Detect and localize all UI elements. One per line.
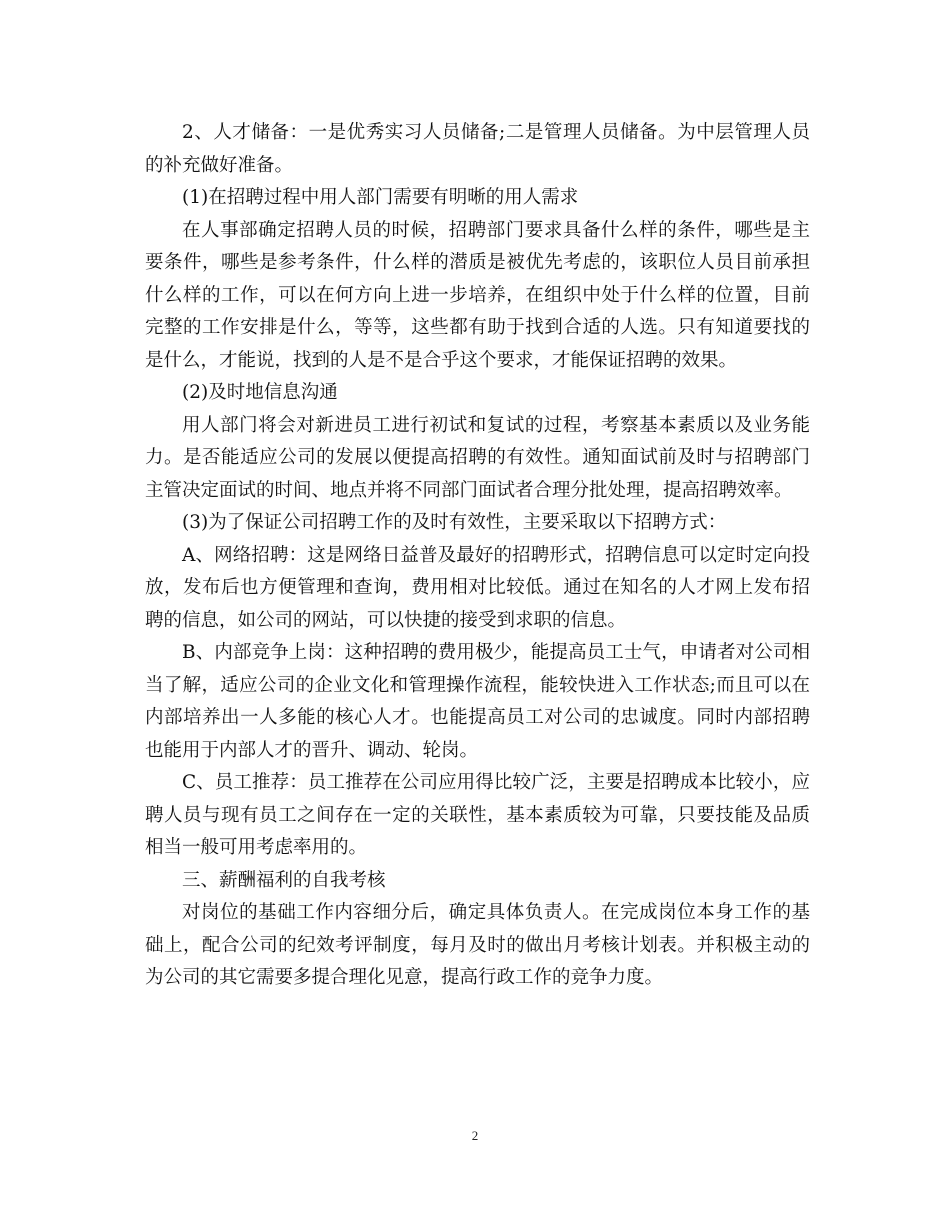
document-body: [145, 117, 810, 995]
paragraph-employee-referral: C、员工推荐：员工推荐在公司应用得比较广泛，主要是招聘成本比较小，应聘人员与现有员工之间存在一定的关联性，基本素质较为可靠，只要技能及品质相当一般可用考虑率用的。: [145, 772, 810, 858]
paragraph-section-heading-3: 三、薪酬福利的自我考核: [182, 869, 386, 891]
paragraph-heading-1: (1)在招聘过程中用人部门需要有明晰的用人需求: [182, 187, 579, 208]
paragraph-heading-3: (3)为了保证公司招聘工作的及时有效性，主要采取以下招聘方式：: [182, 512, 727, 533]
page-number: 2: [471, 1128, 479, 1143]
paragraph-heading-2: (2)及时地信息沟通: [182, 382, 338, 403]
paragraph-online-recruiting: A、网络招聘：这是网络日益普及最好的招聘形式，招聘信息可以定时定向投放，发布后也方便管理和查询，费用相对比较低。通过在知名的人才网上发布招聘的信息，如公司的网站，可以快捷的接受到求职的信息。: [145, 544, 810, 631]
paragraph-talent-reserve: 2、人才储备：一是优秀实习人员储备;二是管理人员储备。为中层管理人员的补充做好准备。: [145, 122, 810, 176]
paragraph-requirements: 在人事部确定招聘人员的时候，招聘部门要求具备什么样的条件，哪些是主要条件，哪些是参考条件，什么样的潜质是被优先考虑的，该职位人员目前承担什么样的工作，可以在何方向上进一步培养，在组织中处于什么样的位置，目前完整的工作安排是什么，等等，这些都有助于找到合适的人选。只有知道要找的是什么，才能说，找到的人是不是合乎这个要求，才能保证招聘的效果。: [145, 219, 810, 371]
paragraph-self-assessment: 对岗位的基础工作内容细分后，确定具体负责人。在完成岗位本身工作的基础上，配合公司的纪效考评制度，每月及时的做出月考核计划表。并积极主动的为公司的其它需要多提合理化见意，提高行政工作的竞争力度。: [145, 902, 810, 988]
paragraph-communication: 用人部门将会对新进员工进行初试和复试的过程，考察基本素质以及业务能力。是否能适应公司的发展以便提高招聘的有效性。通知面试前及时与招聘部门主管决定面试的时间、地点并将不同部门面试者合理分批处理，提高招聘效率。: [145, 414, 810, 501]
paragraph-internal-competition: B、内部竞争上岗：这种招聘的费用极少，能提高员工士气，申请者对公司相当了解，适应公司的企业文化和管理操作流程，能较快进入工作状态;而且可以在内部培养出一人多能的核心人才。也能提高员工对公司的忠诚度。同时内部招聘也能用于内部人才的晋升、调动、轮岗。: [145, 642, 810, 761]
